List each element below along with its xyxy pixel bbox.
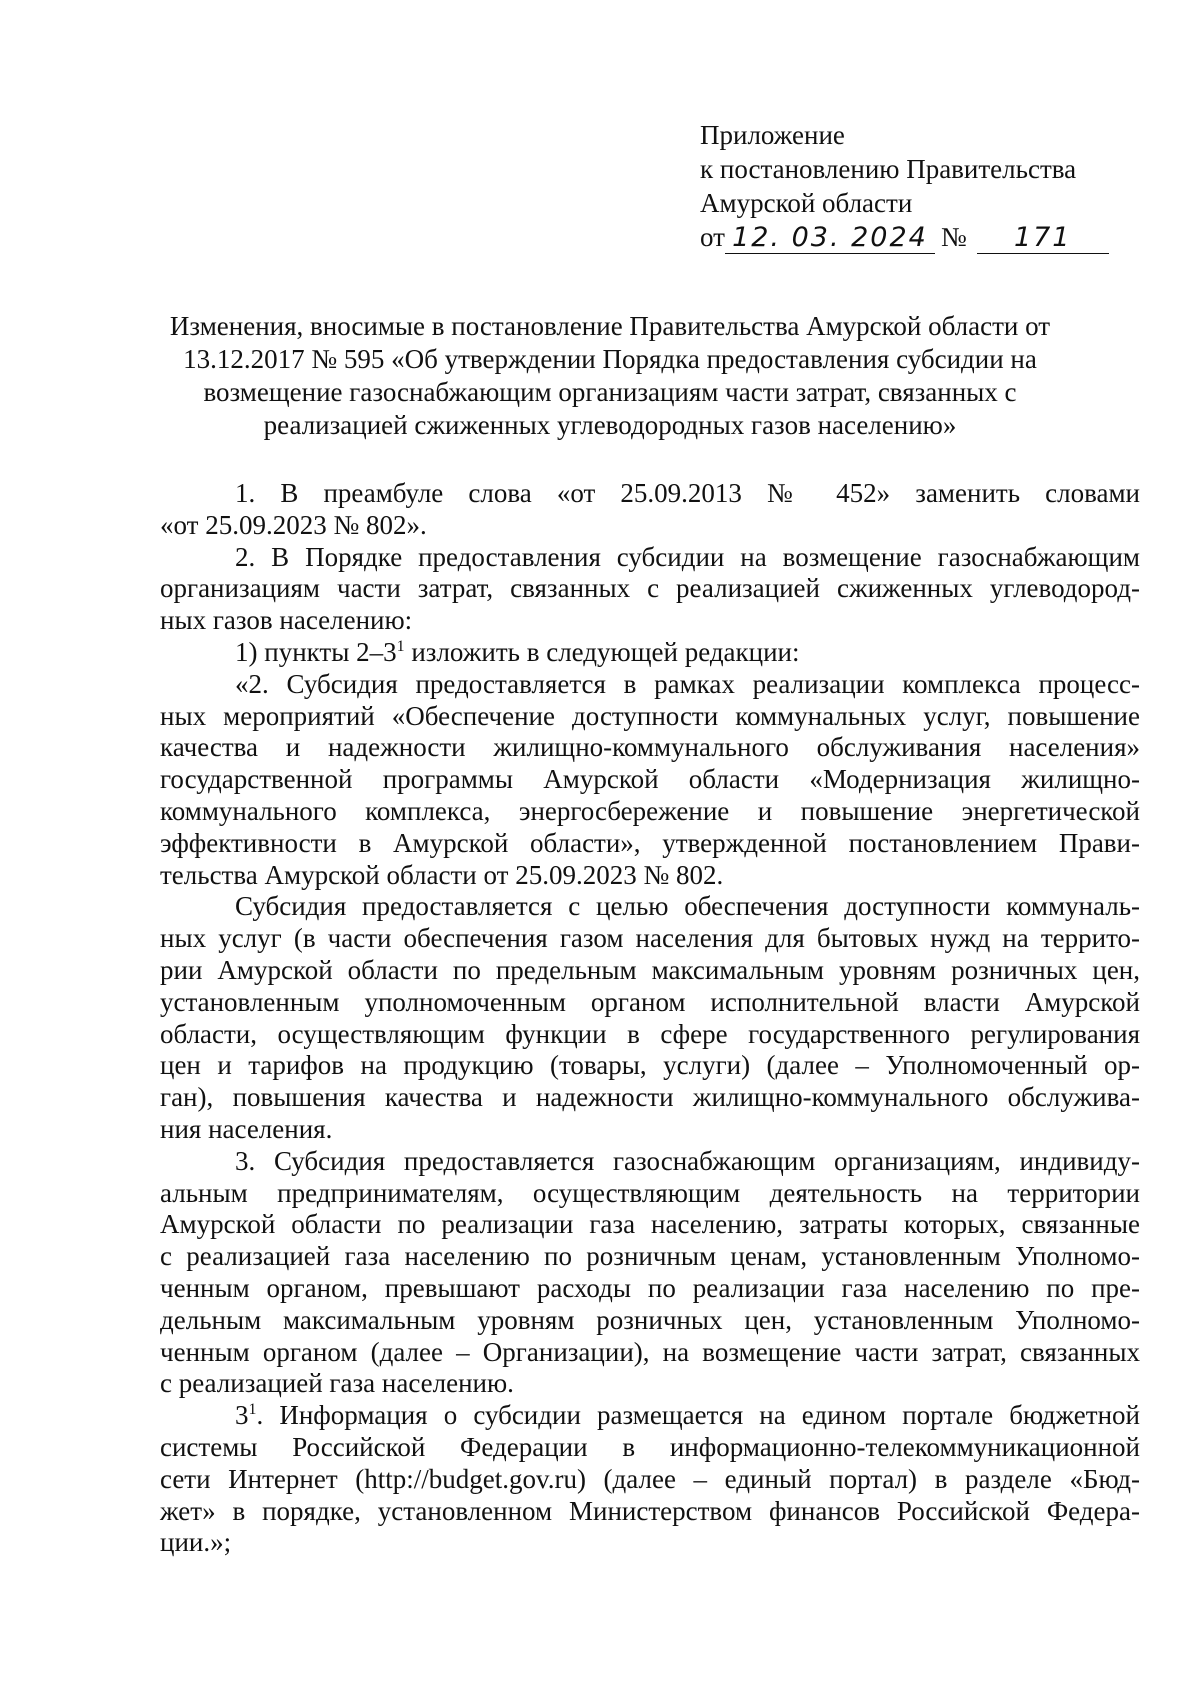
appendix-block <box>700 118 1140 254</box>
paragraph-4-line: тельства Амурской области от 25.09.2023 № 802. <box>160 859 724 890</box>
number-sign: № <box>940 222 967 252</box>
paragraph-2-line: организациям части затрат, связанных с реализацией сжиженных углеводород- <box>160 573 1140 604</box>
appendix-date-line <box>700 220 1140 254</box>
paragraph-3-text-a: 1) пункты 2–3 <box>235 636 397 667</box>
paragraph-7-number: 3 <box>235 1400 249 1431</box>
handwritten-number: 171 <box>977 223 1109 254</box>
paragraph-6-line: дельным максимальным уровням розничных цен, установленным Уполномо- <box>160 1304 1140 1335</box>
paragraph-5-line: рии Амурской области по предельным максимальным уровням розничных цен, <box>160 954 1140 985</box>
appendix-region: Амурской области <box>700 188 913 218</box>
paragraph-7-line: жет» в порядке, установленном Министерством финансов Российской Федера- <box>160 1495 1140 1526</box>
paragraph-6-line: 3. Субсидия предоставляется газоснабжающим организациям, индивиду- <box>235 1145 1140 1176</box>
paragraph-5-line: области, осуществляющим функции в сфере государственного регулирования <box>160 1018 1140 1049</box>
paragraph-5-line: Субсидия предоставляется с целью обеспечения доступности коммуналь- <box>235 891 1140 922</box>
paragraph-5-line: ган), повышения качества и надежности жилищно-коммунального обслужива- <box>160 1082 1140 1113</box>
paragraph-4-line: «2. Субсидия предоставляется в рамках реализации комплекса процесс- <box>235 668 1140 699</box>
paragraph-7-line: ции.»; <box>160 1527 232 1558</box>
paragraph-7-line: сети Интернет (http://budget.gov.ru) (далее – единый портал) в разделе «Бюд- <box>160 1463 1140 1494</box>
paragraph-3-line <box>160 637 1140 669</box>
paragraph-5-line: ния населения. <box>160 1113 333 1144</box>
appendix-reference: к постановлению Правительства <box>700 154 1077 184</box>
paragraph-6-line: Амурской области по реализации газа населению, затраты которых, связанные <box>160 1209 1140 1240</box>
paragraph-6-line: ченным органом, превышают расходы по реализации газа населению по пре- <box>160 1272 1140 1303</box>
paragraph-2-line: ных газов населению: <box>160 605 413 636</box>
paragraph-6-line: с реализацией газа населению. <box>160 1368 514 1399</box>
paragraph-2-line: 2. В Порядке предоставления субсидии на возмещение газоснабжающим <box>235 541 1140 572</box>
superscript: 1 <box>248 1401 257 1419</box>
paragraph-5-line: цен и тарифов на продукцию (товары, услуги) (далее – Уполномоченный ор- <box>160 1050 1140 1081</box>
superscript: 1 <box>396 637 405 655</box>
paragraph-1-line: «от 25.09.2023 № 802». <box>160 509 427 540</box>
paragraph-7-line: системы Российской Федерации в информационно-телекоммуникационной <box>160 1431 1140 1462</box>
paragraph-4-line: ных мероприятий «Обеспечение доступности коммунальных услуг, повышение <box>160 700 1140 731</box>
paragraph-6-line: с реализацией газа населению по розничным ценам, установленным Уполномо- <box>160 1241 1140 1272</box>
document-title <box>150 310 1070 442</box>
paragraph-5-line: установленным уполномоченным органом исполнительной власти Амурской <box>160 986 1140 1017</box>
paragraph-7-line <box>160 1400 1140 1432</box>
paragraph-6-line: альным предпринимателям, осуществляющим деятельность на территории <box>160 1177 1140 1208</box>
document-body <box>160 478 1140 1559</box>
title-line: реализацией сжиженных углеводородных газов населению» <box>263 410 957 440</box>
paragraph-3-text-b: изложить в следующей редакции: <box>404 636 800 667</box>
paragraph-6-line: ченным органом (далее – Организации), на возмещение части затрат, связанных <box>160 1336 1140 1367</box>
paragraph-4-line: эффективности в Амурской области», утвержденной постановлением Прави- <box>160 827 1140 858</box>
paragraph-7-text: . Информация о субсидии размещается на едином портале бюджетной <box>256 1400 1140 1431</box>
title-line: 13.12.2017 № 595 «Об утверждении Порядка предоставления субсидии на <box>183 344 1037 374</box>
paragraph-5-line: ных услуг (в части обеспечения газом населения для бытовых нужд на террито- <box>160 923 1140 954</box>
paragraph-4-line: государственной программы Амурской области «Модернизация жилищно- <box>160 764 1140 795</box>
title-line: возмещение газоснабжающим организациям части затрат, связанных с <box>203 377 1017 407</box>
title-line: Изменения, вносимые в постановление Правительства Амурской области от <box>169 311 1051 341</box>
handwritten-date: 12. 03. 2024 <box>725 223 935 254</box>
paragraph-4-line: качества и надежности жилищно-коммунального обслуживания населения» <box>160 732 1140 763</box>
paragraph-1-line: 1. В преамбуле слова «от 25.09.2013 № 452» заменить словами <box>235 478 1140 508</box>
appendix-title: Приложение <box>700 120 845 150</box>
date-prefix: от <box>700 222 725 252</box>
paragraph-4-line: коммунального комплекса, энергосбережение и повышение энергетической <box>160 795 1140 826</box>
